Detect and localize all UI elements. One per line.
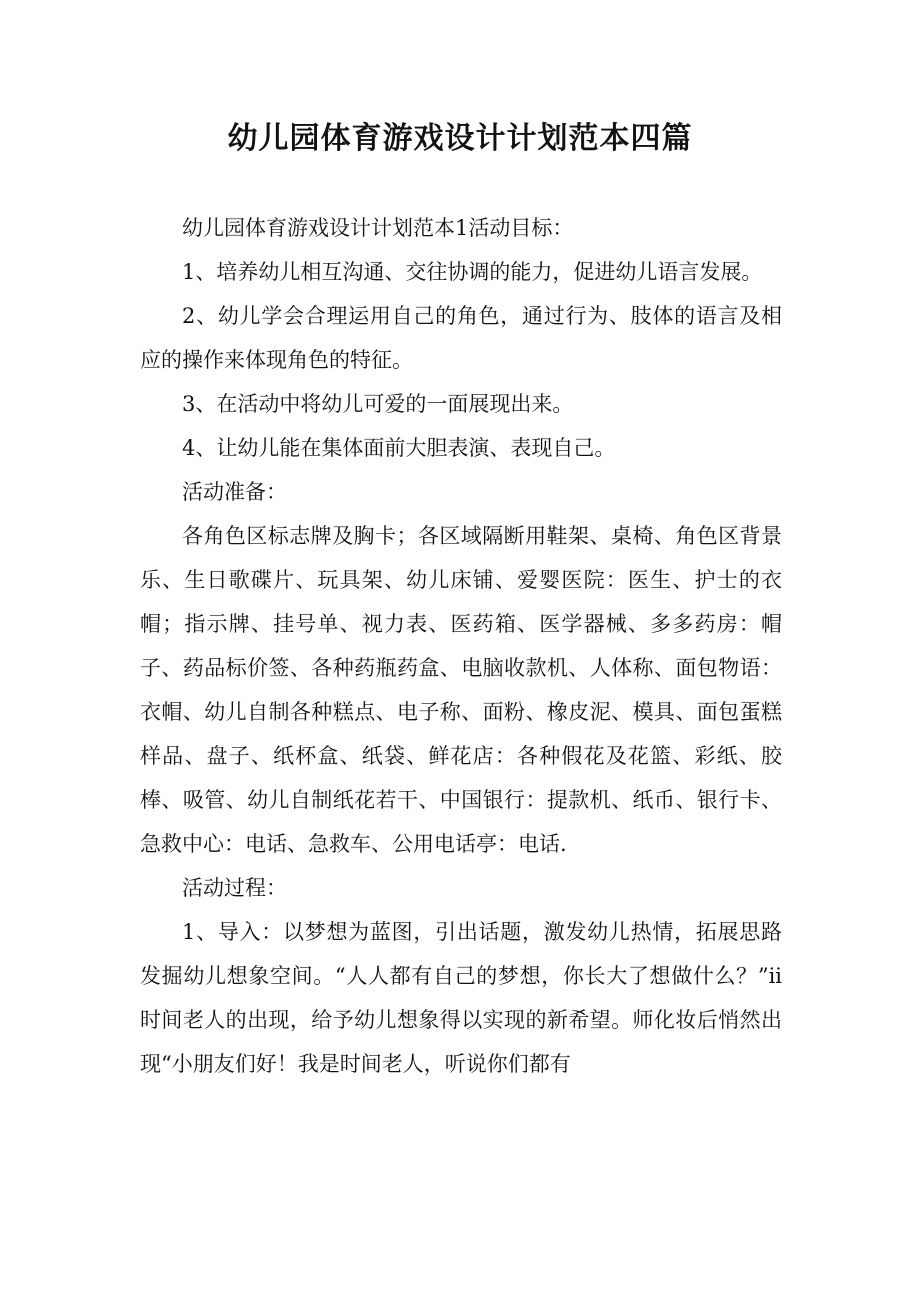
paragraph: 各角色区标志牌及胸卡；各区域隔断用鞋架、桌椅、角色区背景乐、生日歌碟片、玩具架、幼儿床铺、爱婴医院：医生、护士的衣帽；指示牌、挂号单、视力表、医药箱、医学器械、多多药房：帽子、药品标价签、各种药瓶药盒、电脑收款机、人体称、面包物语：衣帽、幼儿自制各种糕点、电子称、面粉、橡皮泥、模具、面包蛋糕样品、盘子、纸杯盒、纸袋、鲜花店：各种假花及花篮、彩纸、胶棒、吸管、幼儿自制纸花若干、中国银行：提款机、纸币、银行卡、急救中心：电话、急救车、公用电话亭：电话. <box>140 524 782 856</box>
paragraph: 1、导入：以梦想为蓝图，引出话题，激发幼儿热情，拓展思路发掘幼儿想象空间。“人人都有自己的梦想，你长大了想做什么？”ii时间老人的出现，给予幼儿想象得以实现的新希望。师化妆后悄然出现“小朋友们好！我是时间老人，听说你们都有 <box>140 920 782 1076</box>
paragraph: 1、培养幼儿相互沟通、交往协调的能力，促进幼儿语言发展。 <box>182 260 763 284</box>
paragraph: 幼儿园体育游戏设计计划范本1活动目标： <box>182 216 574 240</box>
paragraph: 4、让幼儿能在集体面前大胆表演、表现自己。 <box>182 436 616 460</box>
document-title: 幼儿园体育游戏设计计划范本四篇 <box>227 121 693 156</box>
paragraph: 活动过程： <box>182 876 287 900</box>
document-body <box>140 206 782 1086</box>
paragraph: 2、幼儿学会合理运用自己的角色，通过行为、肢体的语言及相应的操作来体现角色的特征。 <box>140 304 782 372</box>
paragraph: 活动准备： <box>182 480 287 504</box>
paragraph: 3、在活动中将幼儿可爱的一面展现出来。 <box>182 392 574 416</box>
